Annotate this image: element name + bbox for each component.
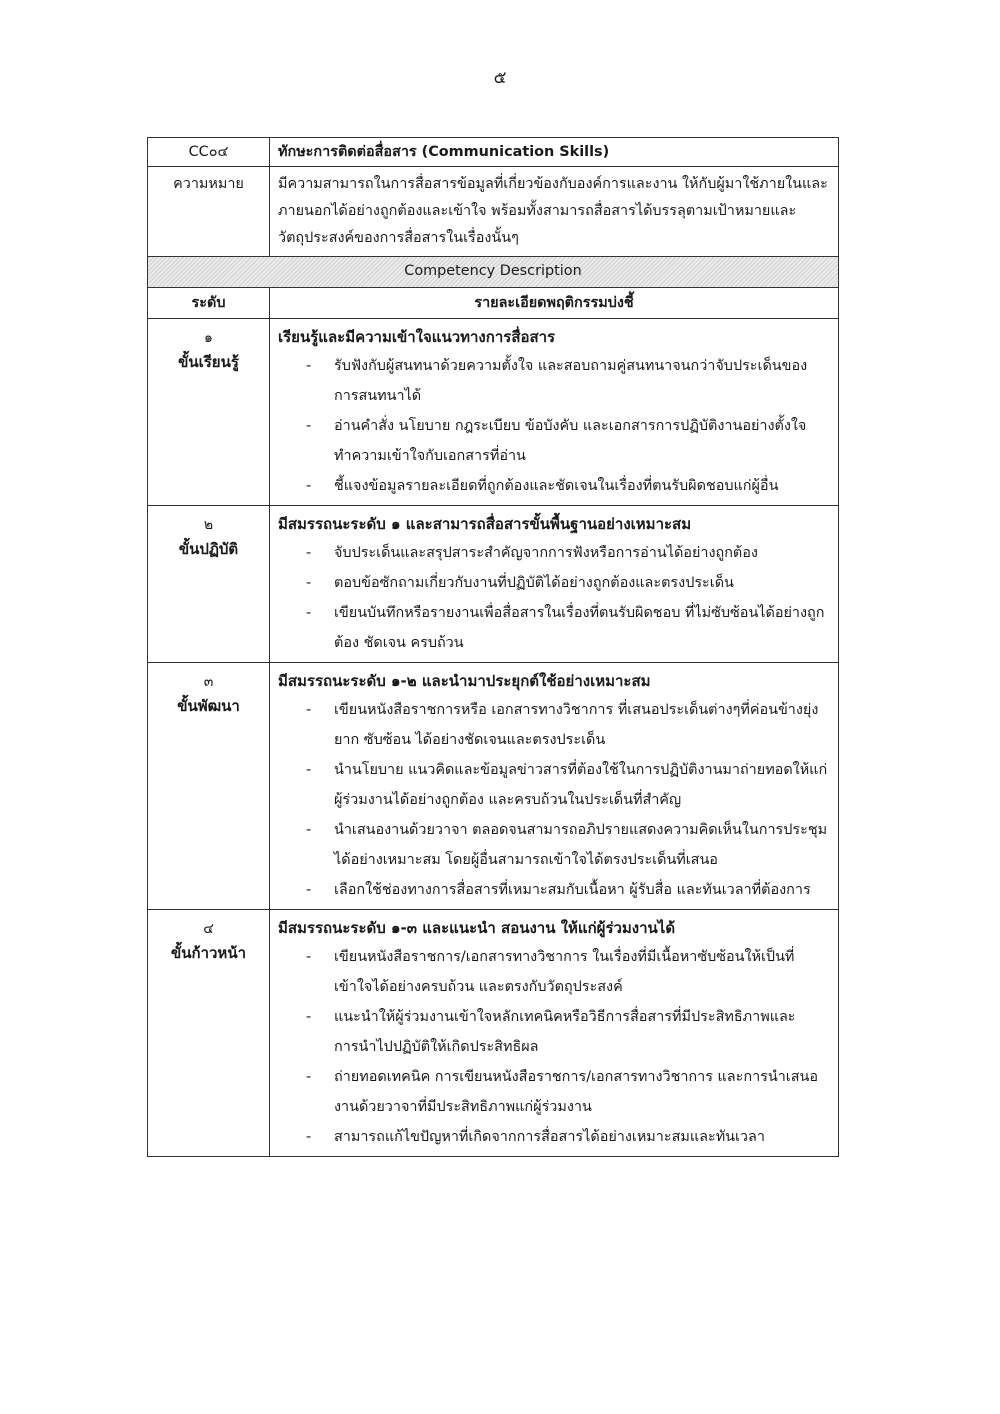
behavior-text: ถ่ายทอดเทคนิค การเขียนหนังสือราชการ/เอกสารทางวิชาการ และการนำเสนองานด้วยวาจาที่มีประสิทธิภาพแก่ผู้ร่วมงาน bbox=[334, 1069, 818, 1115]
behavior-item bbox=[278, 755, 830, 815]
level-row bbox=[148, 663, 839, 910]
level-number: ๔ bbox=[203, 921, 214, 937]
competency-table bbox=[147, 137, 839, 1157]
bullet-dash: - bbox=[306, 545, 312, 561]
behavior-item bbox=[278, 875, 830, 905]
section-title: Competency Description bbox=[148, 257, 839, 288]
competency-title: ทักษะการติดต่อสื่อสาร (Communication Skills) bbox=[270, 138, 839, 167]
behavior-item bbox=[278, 598, 830, 658]
behavior-list bbox=[278, 538, 830, 658]
bullet-dash: - bbox=[306, 882, 312, 898]
behavior-text: สามารถแก้ไขปัญหาที่เกิดจากการสื่อสารได้อย่างเหมาะสมและทันเวลา bbox=[334, 1129, 765, 1145]
bullet-dash: - bbox=[306, 1069, 312, 1085]
level-heading: มีสมรรถนะระดับ ๑ และสามารถสื่อสารขั้นพื้นฐานอย่างเหมาะสม bbox=[278, 515, 692, 533]
level-detail bbox=[270, 663, 839, 910]
behavior-text: นำเสนองานด้วยวาจา ตลอดจนสามารถอภิปรายแสดงความคิดเห็นในการประชุมได้อย่างเหมาะสม โดยผู้อื่นสามารถเข้าใจได้ตรงประเด็นที่เสนอ bbox=[334, 822, 828, 868]
bullet-dash: - bbox=[306, 702, 312, 718]
behavior-item bbox=[278, 1062, 830, 1122]
behavior-item bbox=[278, 942, 830, 1002]
meaning-row bbox=[148, 167, 839, 257]
level-number: ๓ bbox=[203, 674, 214, 690]
behavior-list bbox=[278, 942, 830, 1152]
level-row bbox=[148, 319, 839, 506]
level-name: ขั้นปฏิบัติ bbox=[178, 540, 239, 558]
competency-title-row bbox=[148, 138, 839, 167]
bullet-dash: - bbox=[306, 1009, 312, 1025]
competency-code: CC๐๔ bbox=[148, 138, 270, 167]
behavior-text: เขียนหนังสือราชการหรือ เอกสารทางวิชาการ ที่เสนอประเด็นต่างๆที่ค่อนข้างยุ่งยาก ซับซ้อน ได้อย่างชัดเจนและตรงประเด็น bbox=[334, 702, 819, 748]
header-level: ระดับ bbox=[148, 288, 270, 319]
bullet-dash: - bbox=[306, 478, 312, 494]
behavior-text: รับฟังกับผู้สนทนาด้วยความตั้งใจ และสอบถามคู่สนทนาจนกว่าจับประเด็นของการสนทนาได้ bbox=[334, 358, 808, 404]
level-cell bbox=[148, 506, 270, 663]
behavior-text: เขียนหนังสือราชการ/เอกสารทางวิชาการ ในเรื่องที่มีเนื้อหาซับซ้อนให้เป็นที่เข้าใจได้อย่างครบถ้วน และตรงกับวัตถุประสงค์ bbox=[334, 949, 795, 995]
level-number: ๑ bbox=[204, 330, 213, 346]
behavior-item bbox=[278, 1122, 830, 1152]
level-cell bbox=[148, 910, 270, 1157]
bullet-dash: - bbox=[306, 762, 312, 778]
level-name: ขั้นก้าวหน้า bbox=[171, 944, 246, 962]
behavior-item bbox=[278, 471, 830, 501]
table-header-row bbox=[148, 288, 839, 319]
behavior-text: จับประเด็นและสรุปสาระสำคัญจากการฟังหรือการอ่านได้อย่างถูกต้อง bbox=[334, 545, 758, 561]
level-heading: มีสมรรถนะระดับ ๑-๒ และนำมาประยุกต์ใช้อย่างเหมาะสม bbox=[278, 672, 651, 690]
bullet-dash: - bbox=[306, 1129, 312, 1145]
meaning-text: มีความสามารถในการสื่อสารข้อมูลที่เกี่ยวข้องกับองค์การและงาน ให้กับผู้มาใช้ภายในและภายนอกได้อย่างถูกต้องและเข้าใจ พร้อมทั้งสามารถสื่อสารได้บรรลุตามเป้าหมายและวัตถุประสงค์ของการสื่อสารในเรื่องนั้นๆ bbox=[270, 167, 839, 257]
behavior-list bbox=[278, 695, 830, 905]
level-cell bbox=[148, 319, 270, 506]
section-band-row bbox=[148, 257, 839, 288]
behavior-item bbox=[278, 538, 830, 568]
level-detail bbox=[270, 910, 839, 1157]
behavior-text: ชี้แจงข้อมูลรายละเอียดที่ถูกต้องและชัดเจนในเรื่องที่ตนรับผิดชอบแก่ผู้อื่น bbox=[334, 478, 779, 494]
behavior-item bbox=[278, 351, 830, 411]
behavior-text: เลือกใช้ช่องทางการสื่อสารที่เหมาะสมกับเนื้อหา ผู้รับสื่อ และทันเวลาที่ต้องการ bbox=[334, 882, 811, 898]
bullet-dash: - bbox=[306, 575, 312, 591]
level-heading: เรียนรู้และมีความเข้าใจแนวทางการสื่อสาร bbox=[278, 328, 556, 346]
bullet-dash: - bbox=[306, 822, 312, 838]
level-name: ขั้นพัฒนา bbox=[177, 697, 240, 715]
level-detail bbox=[270, 319, 839, 506]
bullet-dash: - bbox=[306, 418, 312, 434]
behavior-item bbox=[278, 1002, 830, 1062]
meaning-label: ความหมาย bbox=[148, 167, 270, 257]
level-name: ขั้นเรียนรู้ bbox=[178, 353, 239, 371]
bullet-dash: - bbox=[306, 605, 312, 621]
behavior-item bbox=[278, 411, 830, 471]
behavior-text: นำนโยบาย แนวคิดและข้อมูลข่าวสารที่ต้องใช้ในการปฏิบัติงานมาถ่ายทอดให้แก่ผู้ร่วมงานได้อย่างถูกต้อง และครบถ้วนในประเด็นที่สำคัญ bbox=[334, 762, 828, 808]
behavior-list bbox=[278, 351, 830, 501]
behavior-item bbox=[278, 815, 830, 875]
level-row bbox=[148, 506, 839, 663]
bullet-dash: - bbox=[306, 949, 312, 965]
level-detail bbox=[270, 506, 839, 663]
level-cell bbox=[148, 663, 270, 910]
page-number: ๕ bbox=[493, 68, 507, 88]
header-detail: รายละเอียดพฤติกรรมบ่งชี้ bbox=[270, 288, 839, 319]
level-row bbox=[148, 910, 839, 1157]
behavior-text: เขียนบันทึกหรือรายงานเพื่อสื่อสารในเรื่องที่ตนรับผิดชอบ ที่ไม่ซับซ้อนได้อย่างถูกต้อง ชัดเจน ครบถ้วน bbox=[334, 605, 825, 651]
behavior-text: อ่านคำสั่ง นโยบาย กฎระเบียบ ข้อบังคับ และเอกสารการปฏิบัติงานอย่างตั้งใจ ทำความเข้าใจกับเอกสารที่อ่าน bbox=[334, 418, 807, 464]
behavior-item bbox=[278, 695, 830, 755]
level-number: ๒ bbox=[203, 517, 214, 533]
level-heading: มีสมรรถนะระดับ ๑-๓ และแนะนำ สอนงาน ให้แก่ผู้ร่วมงานได้ bbox=[278, 919, 676, 937]
behavior-text: แนะนำให้ผู้ร่วมงานเข้าใจหลักเทคนิคหรือวิธีการสื่อสารที่มีประสิทธิภาพและการนำไปปฏิบัติให้เกิดประสิทธิผล bbox=[334, 1009, 796, 1055]
behavior-text: ตอบข้อซักถามเกี่ยวกับงานที่ปฏิบัติได้อย่างถูกต้องและตรงประเด็น bbox=[334, 575, 734, 591]
bullet-dash: - bbox=[306, 358, 312, 374]
behavior-item bbox=[278, 568, 830, 598]
